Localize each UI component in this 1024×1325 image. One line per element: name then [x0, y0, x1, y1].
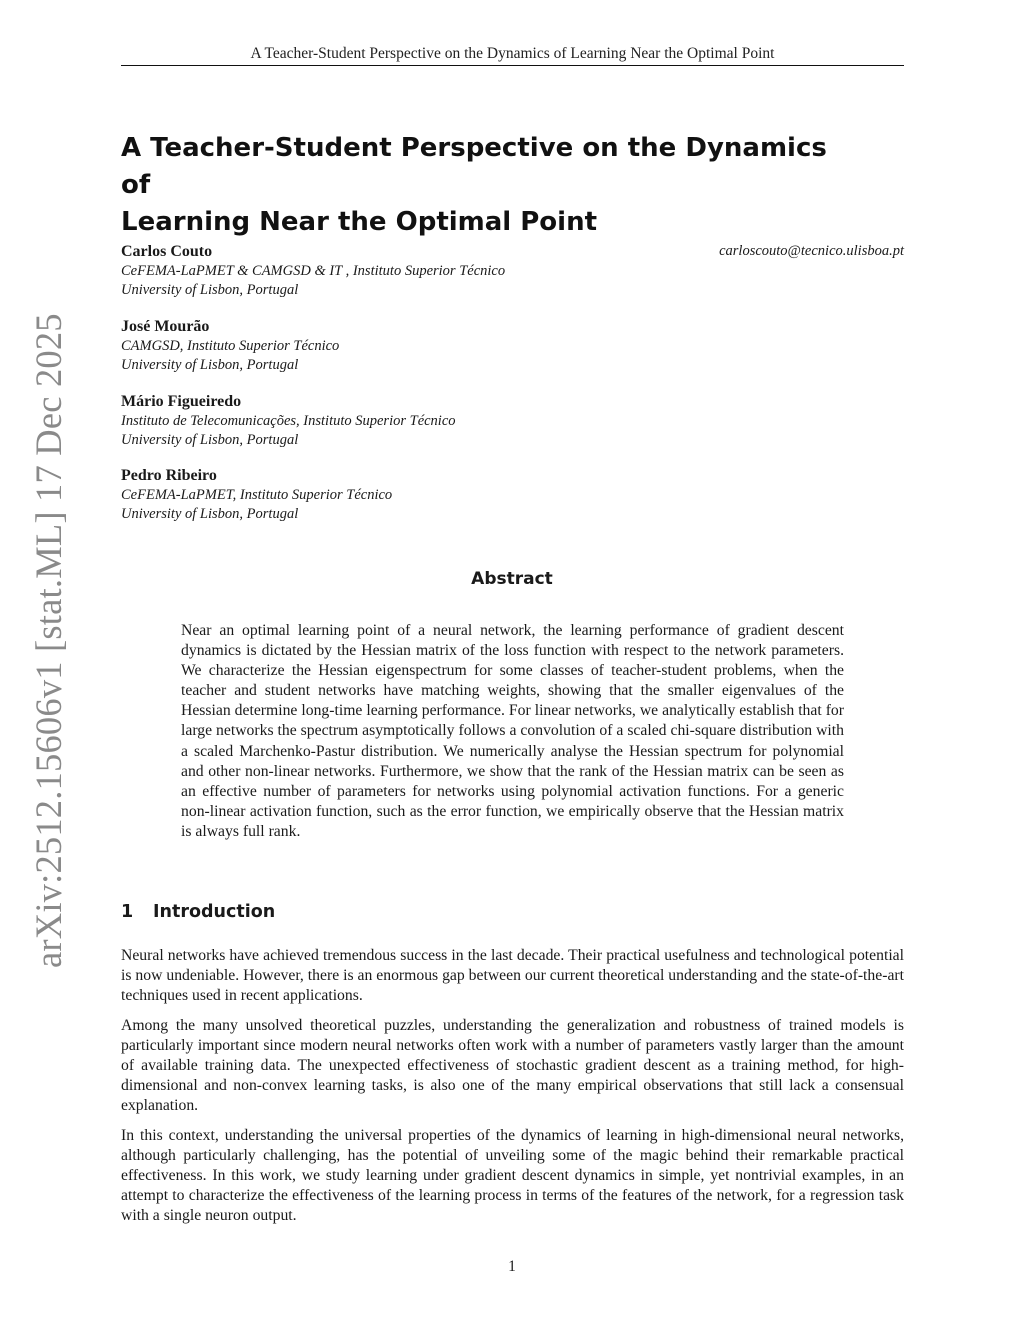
- author-affiliation: Instituto de Telecomunicações, Instituto Superior Técnico: [121, 412, 456, 429]
- author-university: University of Lisbon, Portugal: [121, 432, 299, 448]
- author-block-figueiredo: [121, 392, 456, 451]
- abstract-heading: Abstract: [471, 569, 553, 589]
- author-name: José Mourão: [121, 318, 210, 335]
- paper-title-line-1: A Teacher-Student Perspective on the Dynamics of: [121, 133, 827, 200]
- arxiv-identifier-stamp: arXiv:2512.15606v1 [stat.ML] 17 Dec 2025: [28, 313, 69, 968]
- section-heading-introduction: [121, 902, 275, 922]
- author-name: Pedro Ribeiro: [121, 467, 217, 484]
- author-affiliation: CeFEMA-LaPMET & CAMGSD & IT , Instituto Superior Técnico: [121, 262, 506, 279]
- paragraph: In this context, understanding the universal properties of the dynamics of learning in high-dimensional neural networks, although particularly challenging, has the potential of unveiling some of the magic behind their remarkable practical effectiveness. In this work, we study learning under gradient descent dynamics in simple, yet nontrivial examples, in an attempt to characterize the effectiveness of the learning process in terms of the features of the network, for a regression task with a single neuron output.: [121, 1127, 904, 1225]
- author-name: Carlos Couto: [121, 243, 213, 260]
- page-number: 1: [508, 1258, 516, 1275]
- header-rule: [121, 65, 904, 66]
- author-affiliation: CAMGSD, Instituto Superior Técnico: [121, 337, 340, 354]
- abstract-text: Near an optimal learning point of a neural network, the learning performance of gradient descent dynamics is dictated by the Hessian matrix of the loss function with respect to the network parameters. We characterize the Hessian eigenspectrum for some classes of teacher-student problems, when the teacher and student networks have matching weights, showing that the smaller eigenvalues of the Hessian determine long-time learning performance. For linear networks, we analytically establish that for large networks the spectrum asymptotically follows a convolution of a scaled chi-square distribution with a scaled Marchenko-Pastur distribution. We numerically analyse the Hessian spectrum for polynomial and other non-linear networks. Furthermore, we show that the rank of the Hessian matrix can be seen as an effective number of parameters for networks using polynomial activation functions. For a generic non-linear activation function, such as the error function, we empirically observe that the Hessian matrix is always full rank.: [181, 622, 844, 840]
- author-university: University of Lisbon, Portugal: [121, 506, 299, 522]
- author-university: University of Lisbon, Portugal: [121, 282, 299, 298]
- author-affiliation: CeFEMA-LaPMET, Instituto Superior Técnico: [121, 486, 393, 503]
- paper-title: [121, 130, 861, 241]
- author-block-couto: [121, 242, 505, 301]
- section-title: Introduction: [153, 902, 276, 922]
- author-block-ribeiro: [121, 466, 392, 525]
- paragraph: Among the many unsolved theoretical puzzles, understanding the generalization and robustness of trained models is particularly important since modern neural networks often work with a number of parameters vastly larger than the amount of available training data. The unexpected effectiveness of stochastic gradient descent as a training method, for high-dimensional and non-convex learning tasks, is also one of the many empirical observations that still lack a consensual explanation.: [121, 1017, 904, 1115]
- paper-title-line-2: Learning Near the Optimal Point: [121, 207, 598, 237]
- paragraph: Neural networks have achieved tremendous success in the last decade. Their practical usefulness and technological potential is now undeniable. However, there is an enormous gap between our current theoretical understanding and the state-of-the-art techniques used in recent applications.: [121, 947, 904, 1005]
- section-number: 1: [121, 902, 134, 922]
- author-university: University of Lisbon, Portugal: [121, 357, 299, 373]
- running-head: A Teacher-Student Perspective on the Dynamics of Learning Near the Optimal Point: [250, 45, 775, 62]
- author-email[interactable]: carloscouto@tecnico.ulisboa.pt: [719, 243, 904, 259]
- author-block-mourao: [121, 317, 339, 376]
- author-name: Mário Figueiredo: [121, 393, 242, 410]
